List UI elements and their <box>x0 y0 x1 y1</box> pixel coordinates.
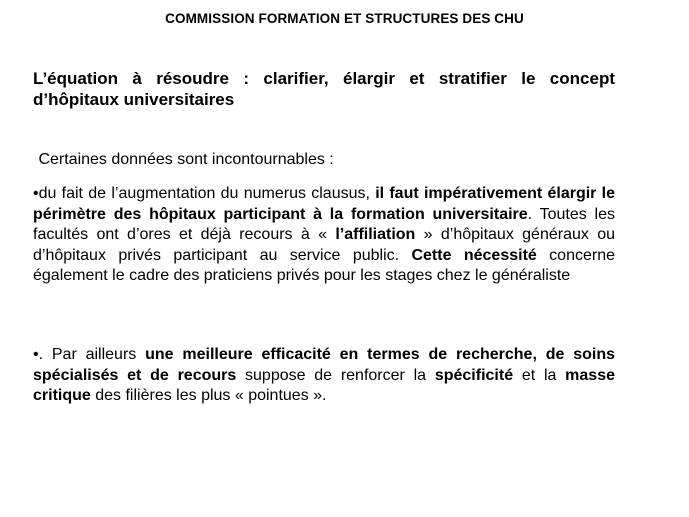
intro-text: Certaines données sont incontournables : <box>34 151 334 168</box>
p2-text-2: suppose de renforcer la <box>236 366 435 384</box>
p2-bold-1: une meilleure efficacité en termes de recherche, de soins spécialisés et de recours <box>33 346 615 384</box>
p2-text-1: •. Par ailleurs <box>33 346 146 363</box>
p1-text-4: concerne également le cadre des praticiens privés pour les stages chez le généraliste <box>33 246 615 284</box>
p1-text-1: •du fait de l’augmentation du numerus clausus, <box>33 185 376 202</box>
p1-bold-affiliation: l’affiliation <box>335 226 416 243</box>
p2-bold-specificite: spécificité <box>434 366 514 384</box>
bullet-paragraph-efficacite <box>33 345 615 407</box>
bullet-paragraph-numerus-clausus <box>33 184 615 287</box>
p1-text-3: » d’hôpitaux généraux ou d’hôpitaux privés participant au service public. <box>33 226 615 264</box>
p2-text-4: des filières les plus « pointues ». <box>90 387 327 404</box>
p2-bold-masse-critique: masse critique <box>33 366 615 404</box>
p1-bold-necessite: Cette nécessité <box>411 246 537 264</box>
p2-text-3: et la <box>513 366 566 384</box>
slide-header-title: COMMISSION FORMATION ET STRUCTURES DES CHU <box>165 11 524 26</box>
p1-text-2: . Toutes les facultés ont d’ores et déjà recours à « <box>33 205 616 243</box>
slide-subtitle: L’équation à résoudre : clarifier, élargir et stratifier le concept d’hôpitaux universitaires <box>33 69 615 109</box>
p1-bold-1: il faut impérativement élargir le périmètre des hôpitaux participant à la formation universitaire <box>33 185 615 223</box>
